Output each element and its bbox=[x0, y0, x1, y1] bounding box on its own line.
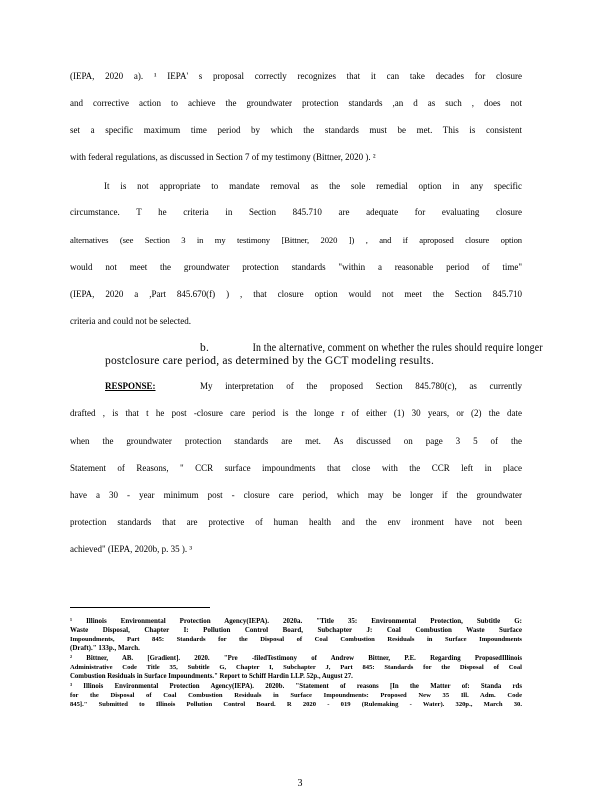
response-line-7: achieved" (IEPA, 2020b, p. 35 ). ³ bbox=[70, 544, 193, 554]
footnote-1-line-4: (Draft)." 133p., March. bbox=[70, 644, 140, 652]
response-line-3: when the groundwater protection standards are met. As discussed on page 3 5 of the bbox=[70, 436, 522, 446]
response-line-5: have a 30 - year minimum post - closure care period, which may be longer if the groundwater bbox=[70, 490, 522, 500]
paragraph-1-line-2: and corrective action to achieve the groundwater protection standards ,an d as such , does not bbox=[70, 98, 522, 108]
footnote-3-line-1: ³ Illinois Environmental Protection Agency(IEPA). 2020b. "Statement of reasons [In the Matter of: Standa rds bbox=[70, 683, 522, 690]
response-line-2: drafted , is that t he post -closure care period is the longe r of either (1) 30 years, or (2) the date bbox=[70, 408, 522, 418]
paragraph-2-line-4: would not meet the groundwater protection standards "within a reasonable period of time" bbox=[70, 262, 522, 272]
paragraph-2-line-1: It is not appropriate to mandate removal as the sole remedial option in any specific bbox=[104, 181, 522, 191]
footnote-1-line-3: Impoundments, Part 845: Standards for the Disposal of Coal Combustion Residuals in Surface Impoundments bbox=[70, 636, 522, 643]
response-line-6: protection standards that are protective of human health and the env ironment have not been bbox=[70, 517, 522, 527]
footnote-2-line-1: ² Bittner, AB. [Gradient]. 2020. "Pre -filedTestimony of Andrew Bittner, P.E. Regarding ProposedIllinois bbox=[70, 655, 522, 662]
question-line-1: In the alternative, comment on whether the rules should require longer bbox=[252, 342, 543, 354]
question-letter: b. bbox=[200, 342, 210, 354]
paragraph-2-line-2: circumstance. T he criteria in Section 845.710 are adequate for evaluating closure bbox=[70, 207, 522, 217]
paragraph-2-line-5: (IEPA, 2020 a ,Part 845.670(f) ) , that closure option would not meet the Section 845.710 bbox=[70, 289, 522, 299]
response-label bbox=[105, 380, 165, 392]
footnote-1-line-2: Waste Disposal, Chapter I: Pollution Control Board, Subchapter J: Coal Combustion Waste Surface bbox=[70, 626, 522, 634]
footnote-2-line-3: Combustion Residuals in Surface Impoundments." Report to Schiff Hardin LLP. 52p., August 27. bbox=[70, 673, 353, 680]
response-line-4: Statement of Reasons, " CCR surface impoundments that close with the CCR left in place bbox=[70, 463, 522, 473]
question-line-2: postclosure care period, as determined by the GCT modeling results. bbox=[105, 355, 435, 367]
response-label-text: RESPONSE: bbox=[105, 381, 156, 391]
page-number: 3 bbox=[297, 778, 303, 789]
footnote-divider bbox=[70, 607, 210, 608]
paragraph-1-line-4: with federal regulations, as discussed in Section 7 of my testimony (Bittner, 2020 ). ² bbox=[70, 152, 376, 162]
footnote-3-line-3: 845]." Submitted to Illinois Pollution Control Board. R 2020 - 019 (Rulemaking - Water). 320p., March 30. bbox=[70, 701, 522, 708]
paragraph-1-line-1: (IEPA, 2020 a). ¹ IEPA' s proposal correctly recognizes that it can take decades for closure bbox=[70, 71, 522, 81]
footnote-3-line-2: for the Disposal of Coal Combustion Residuals in Surface Impoundments: Proposed New 35 Ill. Adm. Code bbox=[70, 692, 522, 699]
response-line-1: My interpretation of the proposed Section 845.780(c), as currently bbox=[200, 381, 522, 391]
footnote-2-line-2: Administrative Code Title 35, Subtitle G, Chapter I, Subchapter J, Part 845: Standards for the Disposal of Coal bbox=[70, 664, 522, 671]
footnote-1-line-1: ¹ Illinois Environmental Protection Agency(IEPA). 2020a. "Title 35: Environmental Protection, Subtitle G: bbox=[70, 617, 522, 625]
paragraph-2-line-3: alternatives (see Section 3 in my testimony [Bittner, 2020 ]) , and if aproposed closure option bbox=[70, 235, 522, 245]
paragraph-2-line-6: criteria and could not be selected. bbox=[70, 316, 191, 326]
paragraph-1-line-3: set a specific maximum time period by which the standards must be met. This is consistent bbox=[70, 125, 522, 135]
